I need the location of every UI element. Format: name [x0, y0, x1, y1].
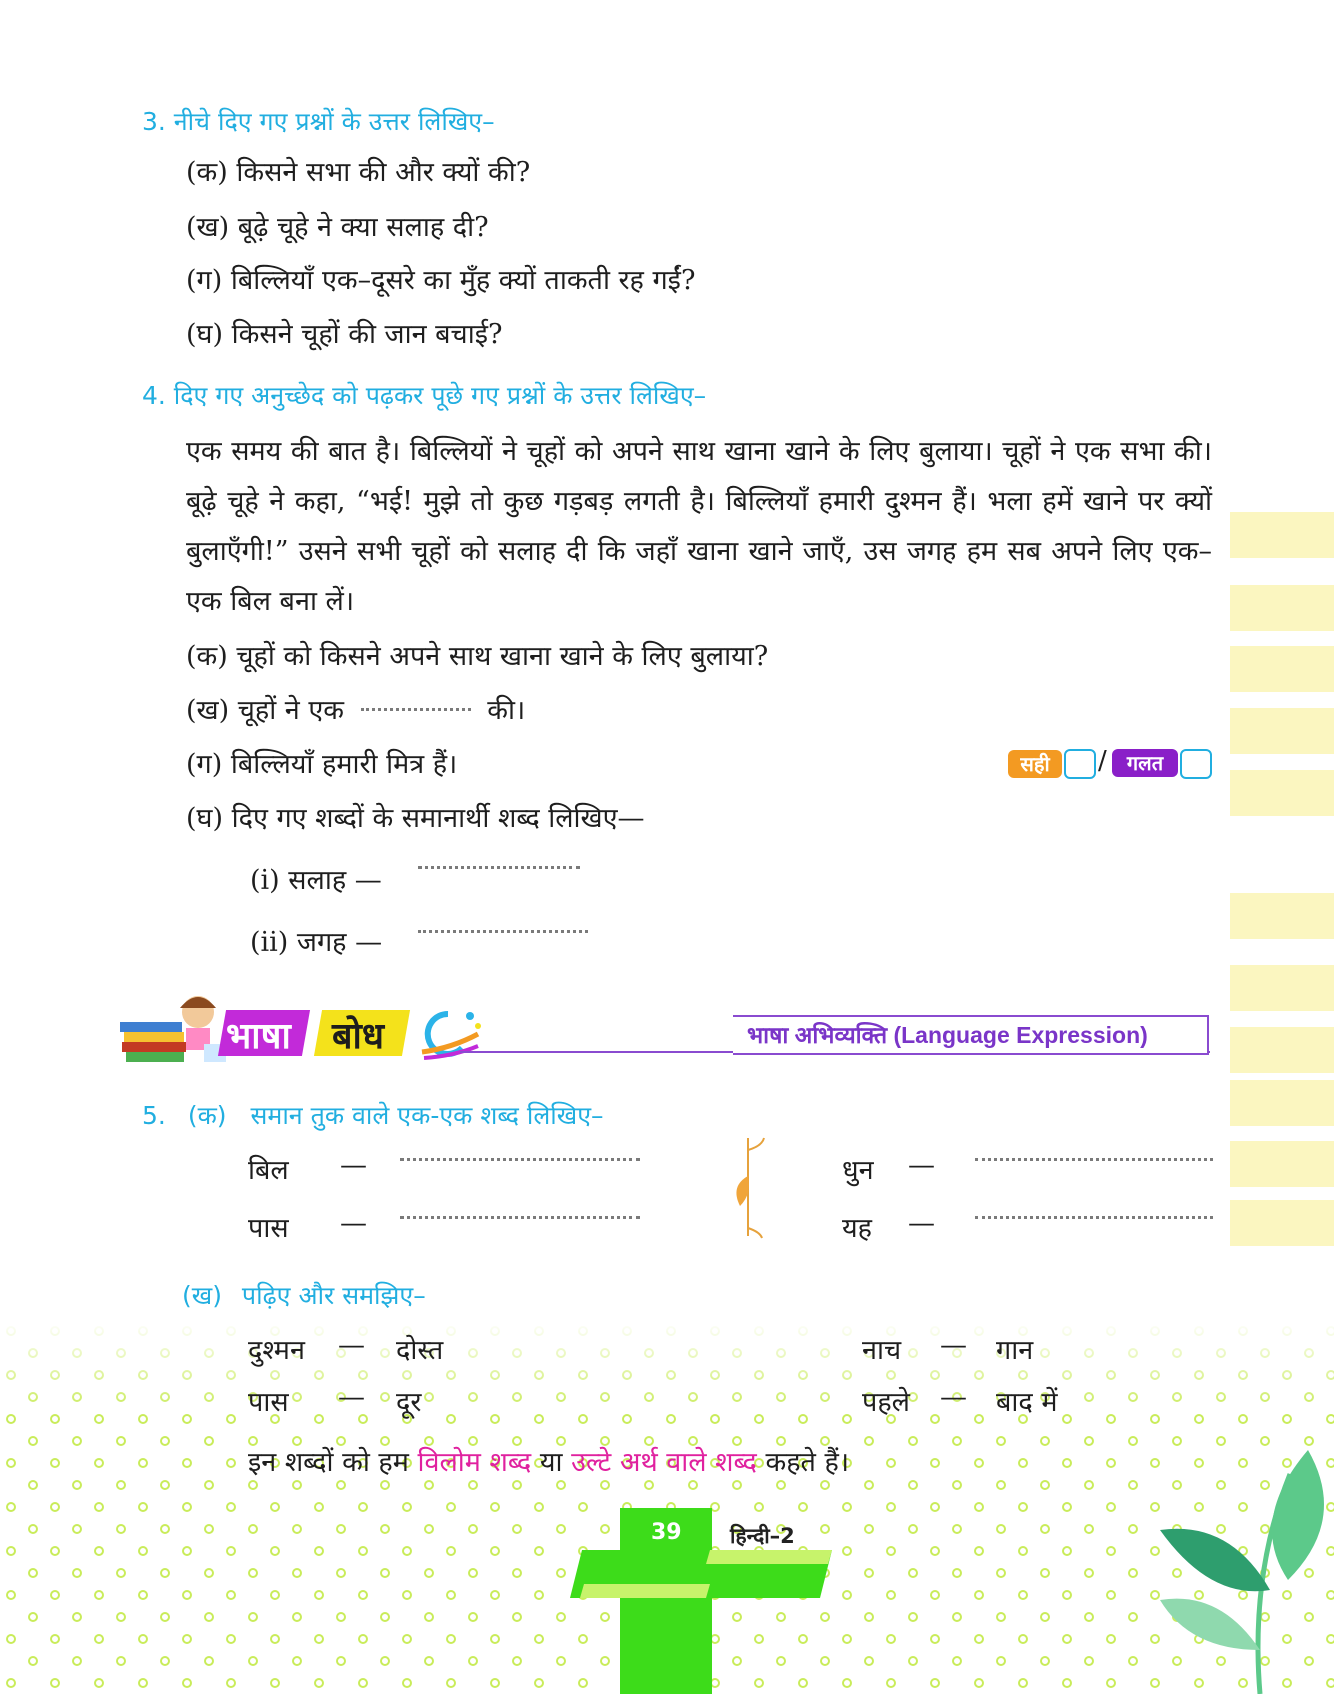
- bhasha-label: भाषा: [226, 1016, 291, 1057]
- synonym-word: (i) सलाह —: [250, 865, 382, 896]
- rhyme-word-3: धुन: [842, 1155, 874, 1186]
- item-label: (ख): [186, 695, 230, 726]
- item-text: बिल्लियाँ हमारी मित्र हैं।: [230, 749, 458, 780]
- antonym-pair-1: [248, 1330, 305, 1367]
- antonym-a: पास: [248, 1387, 289, 1418]
- q5-number: 5.: [142, 1101, 166, 1130]
- item-label: (घ): [186, 319, 224, 350]
- leaf-ornament-icon: [728, 1136, 768, 1240]
- synonym-row-1: [250, 860, 382, 897]
- language-expression-label: भाषा अभिव्यक्ति (Language Expression): [747, 1022, 1148, 1048]
- rhyme-dash-1: —: [340, 1150, 367, 1181]
- q5-title-text: समान तुक वाले एक-एक शब्द लिखिए–: [250, 1101, 604, 1130]
- rhyme-dash-2: —: [340, 1208, 367, 1239]
- antonym-a: दुश्मन: [248, 1335, 305, 1366]
- item-text: किसने सभा की और क्यों की?: [236, 157, 531, 188]
- antonym-dash-4: —: [940, 1382, 967, 1413]
- note-text-1: इन शब्दों को हम: [248, 1447, 409, 1478]
- separator: /: [1098, 746, 1107, 776]
- item-text: बूढ़े चूहे ने क्या सलाह दी?: [237, 212, 489, 243]
- item-text: दिए गए शब्दों के समानार्थी शब्द लिखिए—: [231, 803, 645, 834]
- books-girl-illustration: [120, 994, 230, 1068]
- leaves-illustration: [1110, 1440, 1334, 1694]
- antonym-note: [248, 1442, 849, 1479]
- item-label: (ग): [186, 749, 223, 780]
- rhyme-word-4: यह: [842, 1213, 872, 1244]
- footer-shape: [570, 1508, 850, 1694]
- item-text: किसने चूहों की जान बचाई?: [231, 319, 503, 350]
- item-label: (घ): [186, 803, 224, 834]
- rhyme-blank-3[interactable]: [975, 1158, 1213, 1161]
- item-label: (क): [186, 157, 228, 188]
- antonym-dash-1: —: [338, 1330, 365, 1361]
- note-highlight-1: विलोम शब्द: [417, 1447, 532, 1478]
- note-text-3: कहते हैं।: [765, 1447, 850, 1478]
- antonym-dash-3: —: [940, 1330, 967, 1361]
- antonym-b-1: दोस्त: [396, 1335, 444, 1366]
- antonym-b-2: दूर: [396, 1387, 422, 1418]
- synonym-blank-1[interactable]: [418, 866, 580, 869]
- q5b-title: [182, 1278, 426, 1312]
- q4-item-c: [186, 744, 457, 781]
- item-label: (ख): [186, 212, 230, 243]
- rhyme-dash-4: —: [908, 1208, 935, 1239]
- rhyme-blank-1[interactable]: [400, 1158, 640, 1161]
- item-text: बिल्लियाँ एक–दूसरे का मुँह क्यों ताकती रह गईं?: [230, 265, 696, 296]
- q4-item-d: [186, 798, 645, 835]
- q4-item-b: [186, 690, 525, 727]
- q4-passage: एक समय की बात है। बिल्लियों ने चूहों को अपने साथ खाना खाने के लिए बुलाया। चूहों ने एक सभा की। बूढ़े चूहे ने कहा, “भई! मुझे तो कुछ गड़बड़ लगती है। बिल्लियाँ हमारी दुश्मन हैं। भला हमें खाने पर क्यों बुलाएँगी!” उसने सभी चूहों को सलाह दी कि जहाँ खाना खाने जाएँ, उस जगह हम सब अपने लिए एक–एक बिल बना लें।: [186, 436, 1212, 617]
- synonym-word: (ii) जगह —: [250, 927, 383, 958]
- q5-title: [142, 1098, 604, 1132]
- bodh-label: बोध: [332, 1016, 385, 1057]
- note-text-2: या: [539, 1447, 563, 1478]
- rhyme-dash-3: —: [908, 1150, 935, 1181]
- item-label: (ग): [186, 265, 223, 296]
- true-checkbox[interactable]: [1064, 749, 1096, 779]
- q3-item-c: [186, 260, 695, 297]
- antonym-a: नाच: [862, 1335, 902, 1366]
- antonym-b-4: बाद में: [996, 1387, 1058, 1418]
- antonym-dash-2: —: [338, 1382, 365, 1413]
- banner-right-label: [733, 1015, 1209, 1055]
- antonym-b-3: गान: [996, 1335, 1034, 1366]
- true-tag: सही: [1008, 750, 1062, 778]
- q5b-label: (ख): [182, 1281, 222, 1310]
- q5-sub-label: (क): [187, 1101, 227, 1130]
- item-text-after: की।: [487, 695, 526, 726]
- note-highlight-2: उल्टे अर्थ वाले शब्द: [571, 1447, 757, 1478]
- false-checkbox[interactable]: [1180, 749, 1212, 779]
- item-text: चूहों को किसने अपने साथ खाना खाने के लिए बुलाया?: [236, 641, 769, 672]
- false-tag: गलत: [1112, 749, 1178, 777]
- rhyme-blank-4[interactable]: [975, 1216, 1213, 1219]
- q3-item-d: [186, 314, 502, 351]
- item-text-before: चूहों ने एक: [237, 695, 345, 726]
- synonym-row-2: [250, 922, 382, 959]
- q5b-title-text: पढ़िए और समझिए–: [241, 1281, 426, 1310]
- q3-item-a: [186, 152, 530, 189]
- rhyme-word-1: बिल: [248, 1155, 289, 1186]
- q4-item-a: [186, 636, 768, 673]
- antonym-pair-4: [862, 1382, 910, 1419]
- rhyme-blank-2[interactable]: [400, 1216, 640, 1219]
- q3-title: 3. नीचे दिए गए प्रश्नों के उत्तर लिखिए–: [142, 107, 495, 136]
- antonym-a: पहले: [862, 1387, 910, 1418]
- book-title: हिन्दी–2: [730, 1524, 795, 1548]
- rhyme-word-2: पास: [248, 1213, 289, 1244]
- q3-item-b: [186, 207, 489, 244]
- fill-blank[interactable]: [361, 708, 471, 711]
- antonym-pair-2: [248, 1382, 289, 1419]
- synonym-blank-2[interactable]: [418, 930, 588, 933]
- q4-title: 4. दिए गए अनुच्छेद को पढ़कर पूछे गए प्रश्नों के उत्तर लिखिए–: [142, 381, 707, 410]
- page-number: 39: [651, 1520, 682, 1545]
- antonym-pair-3: [862, 1330, 901, 1367]
- item-label: (क): [186, 641, 228, 672]
